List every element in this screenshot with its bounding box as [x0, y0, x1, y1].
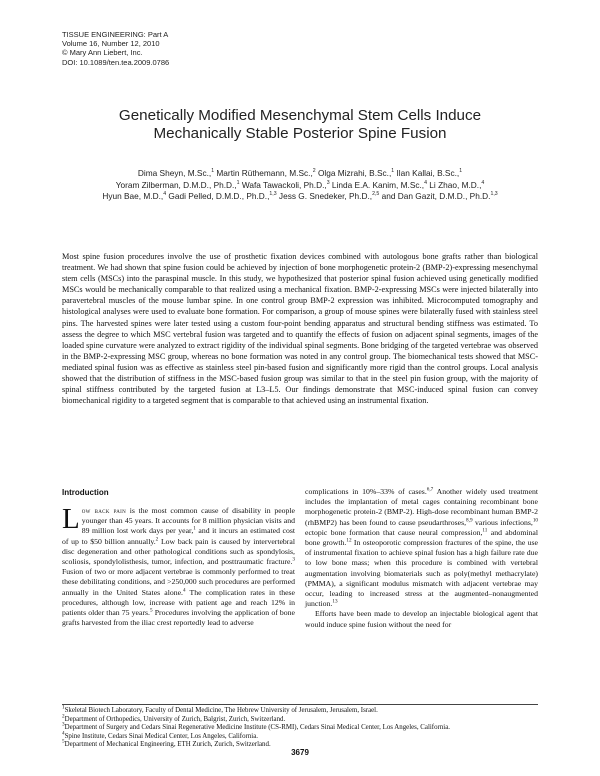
- footnote-marker: 3: [62, 721, 65, 728]
- citation-ref[interactable]: 2: [155, 536, 159, 543]
- footnote-marker: 2: [62, 713, 65, 720]
- journal-doi[interactable]: DOI: 10.1089/ten.tea.2009.0786: [62, 57, 170, 67]
- footnote-marker: 5: [62, 739, 65, 746]
- author-name: Ilan Kallai, B.Sc.,: [394, 168, 460, 178]
- article-title: [40, 107, 560, 143]
- citation-ref[interactable]: 13: [332, 598, 338, 605]
- author-affiliation-ref: 4: [481, 179, 485, 186]
- author-affiliation-ref: 1: [236, 179, 240, 186]
- body-column-left: [62, 503, 295, 628]
- body-text: is the most common cause of disability in people younger than 45 years. It accounts for 8 million physician visits and 89 million lost work days per year,: [81, 506, 295, 536]
- intro-paragraph: [62, 503, 295, 628]
- body-text: ectopic bone formation that cause neural compression,: [305, 527, 483, 537]
- body-column-right: [305, 487, 538, 630]
- author-name: Hyun Bae, M.D.,: [102, 191, 164, 202]
- author-affiliation-ref: 1: [459, 168, 463, 175]
- author-affiliation-ref: 4: [424, 179, 427, 186]
- footnote-divider: [62, 704, 538, 705]
- journal-copyright: © Mary Ann Liebert, Inc.: [62, 48, 143, 58]
- body-text: In osteoporotic compression fractures of the spine, the use of instrumental fixation to achieve spinal fusion has a high failure rate due to low bone mass; when this procedure is combined with vertebral augmentation involving biomaterials such as poly(methyl methacrylate) (PMMA), a significant modulus mismatch with adjacent vertebrae may occur, leading to increased stress at the augmented–nonaugmented junction.: [305, 538, 538, 609]
- citation-ref[interactable]: 1: [193, 525, 196, 532]
- body-text: The complication rates in these procedures, although low, increase with patient age and reach 12% in patients older than 75 years.: [62, 587, 295, 618]
- author-affiliation-ref: 2,5: [372, 191, 380, 198]
- author-line: [40, 168, 560, 180]
- body-text: various infections,: [472, 517, 533, 527]
- body-text: Low back pain is caused by intervertebral disc degeneration and other pathological conditions such as spondylosis, scoliosis, spondylolisthesis, tumor, infection, and posttraumatic fracture.: [62, 536, 295, 567]
- author-name: Jess G. Snedeker, Ph.D.,: [276, 191, 373, 202]
- abstract: Most spine fusion procedures involve the use of prosthetic fixation devices combined with autologous bone grafts rather than biological treatment. We had shown that spine fusion could be achieved by injection of bone morphogenetic protein-2 (BMP-2)-expressing mesenchymal stem cells (MSCs) into the paraspinal muscle. In this study, we hypothesized that posterior spinal fusion achieved using genetically modified MSCs would be mechanically comparable to that realized using a mechanical fixation. BMP-2-expressing MSCs were injected bilaterally into paravertebral muscles of the mouse lumbar spine. In one control group BMP-2 expression was inhibited. Microcomputed tomography and histological analyses were used to evaluate bone formation. For comparison, a group of mouse spines were bilaterally fused with stainless steel pins. The harvested spines were later tested using a custom four-point bending apparatus and structural bending stiffness was estimated. To assess the degree to which MSC vertebral fusion was targeted and to quantify the effects of fusion on adjacent spinal segments, images of the loaded spine curvature were analyzed to extract rigidity of the individual spinal segments. Bone bridging of the targeted vertebrae was observed in the BMP-2-expressing MSC group, whereas no bone formation was noted in any control group. The biomechanical tests showed that MSC-mediated spinal fusion was as effective as stainless steel pin-based fusion and significantly more rigid than the control groups. Local analysis showed that the distribution of stiffness in the MSC-based fusion group was similar to that in the steel pin fusion group, with the majority of spinal stiffness contributed by the targeted fusion at L3–L5. Our findings demonstrate that MSC-induced spinal fusion can convey biomechanical rigidity to a targeted segment that is comparable to that achieved using an instrumental fixation.: [62, 252, 538, 406]
- author-affiliation-ref: 1,3: [490, 191, 498, 198]
- footnote-item: [62, 704, 538, 716]
- citation-ref[interactable]: 11: [482, 527, 488, 534]
- citation-ref[interactable]: 10: [532, 517, 538, 524]
- page-number: 3679: [291, 748, 309, 757]
- author-name: Martin Rüthemann, M.Sc.,: [214, 168, 313, 178]
- footnote-marker: 4: [62, 730, 65, 737]
- author-line: [40, 180, 560, 192]
- author-name: Gadi Pelled, D.M.D., Ph.D.,: [166, 191, 270, 202]
- citation-ref[interactable]: 5: [149, 607, 153, 614]
- footnote-item: [62, 721, 538, 733]
- author-name: and Dan Gazit, D.M.D., Ph.D.: [379, 191, 491, 202]
- author-name: Li Zhao, M.D.,: [427, 179, 482, 190]
- body-text: Fusion of two or more adjacent vertebrae is commonly performed to treat these debilitating conditions, and >250,000 such procedures are performed annually in the United States alone.: [62, 567, 295, 597]
- affiliation-footnotes: [62, 704, 538, 750]
- author-affiliation-ref: 3: [326, 179, 330, 186]
- citation-ref[interactable]: 6,7: [426, 486, 434, 493]
- section-heading-introduction: Introduction: [62, 488, 109, 497]
- author-line: [40, 191, 560, 203]
- author-affiliation-ref: 1: [211, 168, 215, 175]
- journal-volume: Volume 16, Number 12, 2010: [62, 39, 160, 49]
- citation-ref[interactable]: 12: [346, 537, 352, 544]
- author-name: Yoram Zilberman, D.M.D., Ph.D.,: [115, 179, 237, 190]
- footnote-marker: 1: [62, 704, 65, 711]
- citation-ref[interactable]: 3: [292, 556, 295, 563]
- author-name: Linda E.A. Kanim, M.Sc.,: [329, 179, 425, 190]
- footnote-text: Skeletal Biotech Laboratory, Faculty of Dental Medicine, The Hebrew University of Jerusalem, Jerusalem, Israel.: [64, 707, 378, 714]
- author-affiliation-ref: 4: [163, 191, 167, 198]
- footnote-text: Department of Mechanical Engineering, ETH Zurich, Zurich, Switzerland.: [64, 741, 271, 749]
- author-name: Dima Sheyn, M.Sc.,: [137, 168, 212, 178]
- citation-ref[interactable]: 4: [182, 587, 186, 594]
- lead-in-smallcaps: ow back pain: [81, 506, 127, 515]
- intro-paragraph-2: Efforts have been made to develop an injectable biological agent that would induce spine fusion without the need for: [305, 609, 538, 629]
- body-text: Another widely used treatment includes the implantation of metal cages containing recombinant bone morphogenetic protein-2 (BMP-2). High-dose recombinant human BMP-2 (rhBMP2) has been found to cause pseudarthroses,: [305, 487, 538, 527]
- body-text: and abdominal bone growth.: [305, 527, 539, 548]
- author-name: Olga Mizrahi, B.Sc.,: [315, 168, 392, 178]
- journal-header: [62, 30, 169, 67]
- footnote-text: Department of Orthopedics, University of Zurich, Balgrist, Zurich, Switzerland.: [64, 715, 286, 723]
- body-text: and it incurs an estimated cost of up to $50 billion annually.: [62, 526, 295, 546]
- title-line-1: Genetically Modified Mesenchymal Stem Cells Induce: [118, 107, 482, 124]
- author-affiliation-ref: 2: [312, 168, 316, 175]
- author-name: Wafa Tawackoli, Ph.D.,: [239, 179, 327, 190]
- title-line-2: Mechanically Stable Posterior Spine Fusion: [153, 125, 447, 142]
- intro-paragraph-continued: [305, 487, 538, 609]
- footnote-text: Spine Institute, Cedars Sinai Medical Center, Los Angeles, California.: [64, 732, 258, 740]
- author-affiliation-ref: 1: [391, 168, 395, 175]
- journal-name: TISSUE ENGINEERING: Part A: [62, 30, 169, 39]
- footnote-text: Department of Surgery and Cedars Sinai Regenerative Medicine Institute (CS-RMI), Cedars Sinai Medical Center, Los Angeles, California.: [64, 724, 450, 732]
- author-list: [40, 168, 560, 203]
- citation-ref[interactable]: 8,9: [466, 517, 473, 524]
- body-text: Procedures involving the application of bone grafts harvested from the iliac crest reportedly lead to adverse: [62, 608, 295, 628]
- body-text: complications in 10%–33% of cases.: [305, 487, 427, 496]
- author-affiliation-ref: 1,3: [269, 191, 277, 198]
- drop-cap: L: [62, 503, 80, 535]
- footnote-item: [62, 713, 538, 725]
